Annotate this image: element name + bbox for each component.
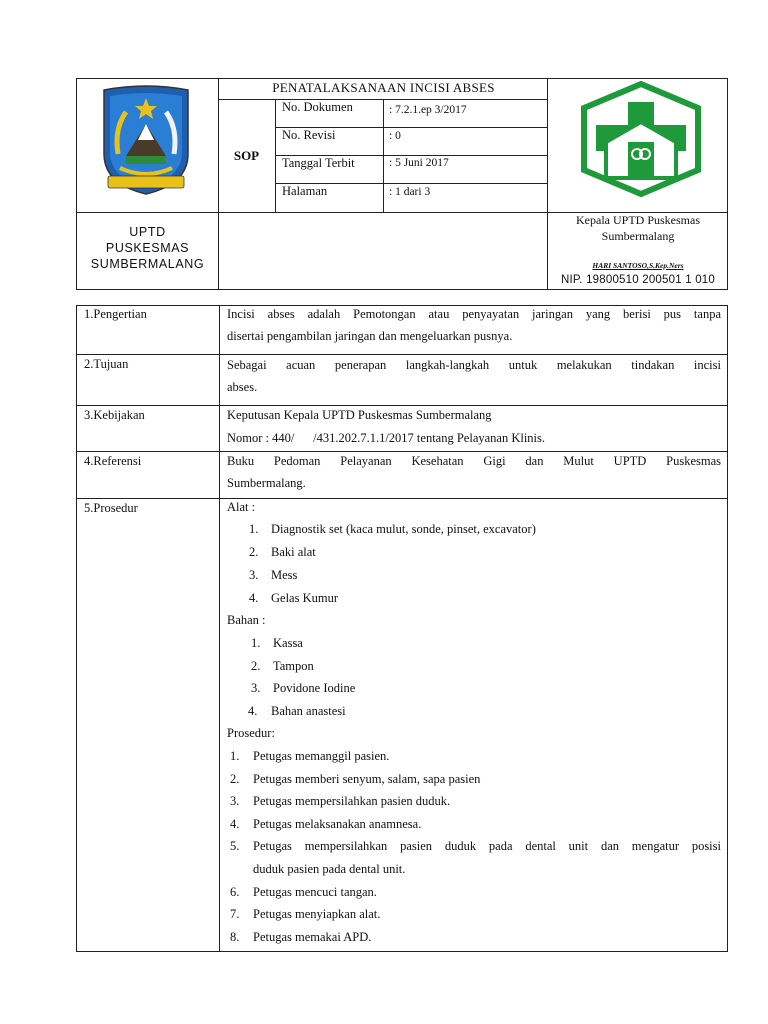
bahan-title: Bahan :: [227, 613, 266, 627]
alat-title: Alat :: [227, 500, 256, 514]
kebijakan-line-1: Keputusan Kepala UPTD Puskesmas Sumbermalang: [227, 408, 492, 422]
bahan-item-2: Tampon: [273, 659, 314, 673]
puskesmas-cross-icon: [576, 80, 706, 198]
step-text-1: Petugas memanggil pasien.: [253, 749, 390, 763]
step-num-7: 7.: [230, 907, 240, 921]
alat-num-2: 2.: [249, 545, 259, 559]
organization-name: [76, 224, 219, 272]
approver-line-2: Sumbermalang: [601, 229, 675, 243]
step-num-5: 5.: [230, 839, 240, 853]
alat-item-4: Gelas Kumur: [271, 591, 338, 605]
step-text-4: Petugas melaksanakan anamnesa.: [253, 817, 422, 831]
sop-header-table: [76, 78, 728, 290]
step-text-3: Petugas mempersilahkan pasien duduk.: [253, 794, 451, 808]
alat-num-1: 1.: [249, 522, 259, 536]
step-num-2: 2.: [230, 772, 240, 786]
bahan-item-1: Kassa: [273, 636, 303, 650]
org-line-1: UPTD: [129, 225, 166, 239]
meta-value-tanggal: : 5 Juni 2017: [389, 157, 449, 169]
step-text-6: Petugas mencuci tangan.: [253, 885, 377, 899]
sop-content-table: [76, 305, 728, 952]
step-text-5-cont: duduk pasien pada dental unit.: [253, 862, 406, 876]
meta-label-dokumen: No. Dokumen: [282, 100, 353, 114]
alat-num-3: 3.: [249, 568, 259, 582]
step-text-5: Petugas mempersilahkan pasien duduk pada dental unit dan mengatur posisi: [253, 839, 721, 853]
bahan-num-3: 3.: [251, 681, 261, 695]
meta-label-halaman: Halaman: [282, 184, 328, 198]
section-label-referensi: 4.Referensi: [84, 454, 142, 468]
org-line-3: SUMBERMALANG: [90, 257, 205, 271]
document-title: PENATALAKSANAAN INCISI ABSES: [272, 80, 495, 95]
section-label-kebijakan: 3.Kebijakan: [84, 408, 145, 422]
signer-nip: NIP. 19800510 200501 1 010: [561, 274, 715, 286]
referensi-line-1: Buku Pedoman Pelayanan Kesehatan Gigi dan Mulut UPTD Puskesmas: [227, 454, 721, 468]
org-line-2: PUSKESMAS: [105, 241, 190, 255]
pengertian-line-2: disertai pengambilan jaringan dan mengeluarkan pusnya.: [227, 329, 513, 343]
bahan-item-3: Povidone Iodine: [273, 681, 356, 695]
signer-name: HARI SANTOSO,S.Kep.Ners: [592, 261, 684, 270]
alat-item-2: Baki alat: [271, 545, 316, 559]
step-num-6: 6.: [230, 885, 240, 899]
step-num-8: 8.: [230, 930, 240, 944]
approver-title: [548, 212, 728, 244]
meta-value-revisi: : 0: [389, 130, 401, 142]
bahan-num-1: 1.: [251, 636, 261, 650]
tujuan-line-1: Sebagai acuan penerapan langkah-langkah untuk melakukan tindakan incisi: [227, 358, 721, 372]
kebijakan-line-2: Nomor : 440/ /431.202.7.1.1/2017 tentang Pelayanan Klinis.: [227, 431, 546, 445]
step-text-7: Petugas menyiapkan alat.: [253, 907, 381, 921]
meta-value-halaman: : 1 dari 3: [389, 186, 431, 198]
bahan-num-2: 2.: [251, 659, 261, 673]
bahan-num-4: 4.: [248, 704, 258, 718]
approver-line-1: Kepala UPTD Puskesmas: [576, 213, 700, 227]
step-text-8: Petugas memakai APD.: [253, 930, 372, 944]
section-label-pengertian: 1.Pengertian: [84, 307, 147, 321]
alat-item-1: Diagnostik set (kaca mulut, sonde, pinset, excavator): [271, 522, 536, 536]
section-label-prosedur: 5.Prosedur: [84, 501, 138, 515]
section-label-tujuan: 2.Tujuan: [84, 357, 129, 371]
meta-label-revisi: No. Revisi: [282, 128, 336, 142]
step-text-2: Petugas memberi senyum, salam, sapa pasien: [253, 772, 481, 786]
step-num-1: 1.: [230, 749, 240, 763]
step-num-4: 4.: [230, 817, 240, 831]
alat-item-3: Mess: [271, 568, 298, 582]
bahan-item-4: Bahan anastesi: [271, 704, 346, 718]
meta-label-tanggal: Tanggal Terbit: [282, 156, 355, 170]
meta-value-dokumen: : 7.2.1.ep 3/2017: [389, 104, 467, 116]
step-num-3: 3.: [230, 794, 240, 808]
regency-emblem-icon: [96, 84, 196, 196]
sop-label: SOP: [233, 148, 260, 163]
prosedur-title: Prosedur:: [227, 726, 275, 740]
tujuan-line-2: abses.: [227, 380, 258, 394]
alat-num-4: 4.: [249, 591, 259, 605]
referensi-line-2: Sumbermalang.: [227, 476, 306, 490]
pengertian-line-1: Incisi abses adalah Pemotongan atau penyayatan jaringan yang berisi pus tanpa: [227, 307, 721, 321]
